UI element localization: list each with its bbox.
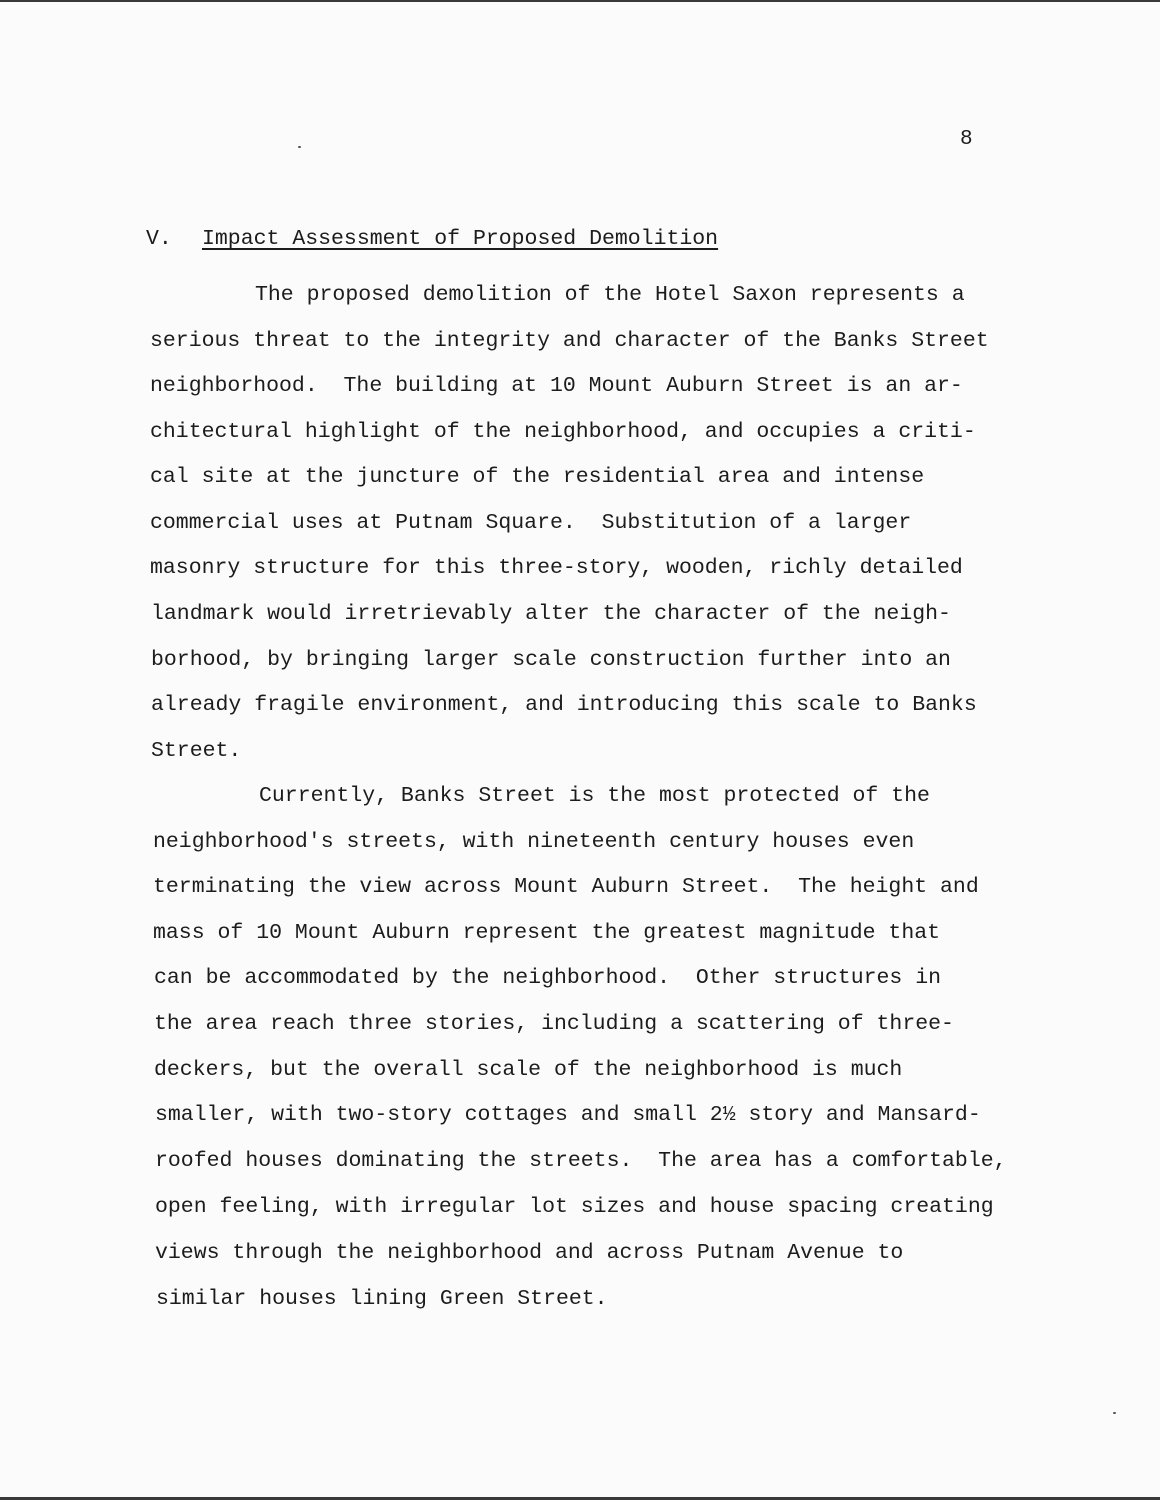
scan-speck bbox=[1113, 1412, 1116, 1414]
paragraph-2-line-2: neighborhood's streets, with nineteenth century houses even bbox=[153, 830, 915, 854]
scan-top-edge bbox=[0, 0, 1160, 2]
paragraph-2-line-9: roofed houses dominating the streets. The area has a comfortable, bbox=[155, 1149, 1007, 1173]
section-title: Impact Assessment of Proposed Demolition bbox=[202, 227, 719, 251]
paragraph-1-line-11: Street. bbox=[151, 739, 242, 763]
paragraph-1-line-10: already fragile environment, and introducing this scale to Banks bbox=[151, 693, 977, 717]
paragraph-1-line-2: serious threat to the integrity and character of the Banks Street bbox=[150, 329, 989, 353]
page-number: 8 bbox=[960, 128, 973, 151]
paragraph-2-line-5: can be accommodated by the neighborhood. Other structures in bbox=[154, 966, 942, 990]
paragraph-1-line-8: landmark would irretrievably alter the character of the neigh- bbox=[151, 602, 951, 626]
paragraph-2-line-11: views through the neighborhood and across Putnam Avenue to bbox=[155, 1241, 904, 1265]
section-heading bbox=[146, 227, 718, 251]
paragraph-1-line-9: borhood, by bringing larger scale construction further into an bbox=[151, 648, 951, 672]
paragraph-2-line-6: the area reach three stories, including a scattering of three- bbox=[154, 1012, 954, 1036]
paragraph-1-line-1: The proposed demolition of the Hotel Saxon represents a bbox=[255, 283, 965, 307]
paragraph-2-line-8: smaller, with two-story cottages and small 2½ story and Mansard- bbox=[155, 1103, 981, 1127]
paragraph-2-line-7: deckers, but the overall scale of the neighborhood is much bbox=[154, 1058, 903, 1082]
paragraph-2-line-4: mass of 10 Mount Auburn represent the greatest magnitude that bbox=[153, 921, 941, 945]
paragraph-1-line-6: commercial uses at Putnam Square. Substitution of a larger bbox=[150, 511, 912, 535]
paragraph-1-line-4: chitectural highlight of the neighborhood, and occupies a criti- bbox=[150, 420, 976, 444]
paragraph-2-line-3: terminating the view across Mount Auburn Street. The height and bbox=[153, 875, 979, 899]
paragraph-1-line-3: neighborhood. The building at 10 Mount Auburn Street is an ar- bbox=[150, 374, 963, 398]
paragraph-2-line-12: similar houses lining Green Street. bbox=[156, 1287, 608, 1311]
paragraph-1-line-5: cal site at the juncture of the residential area and intense bbox=[150, 465, 925, 489]
paragraph-1-line-7: masonry structure for this three-story, wooden, richly detailed bbox=[150, 556, 963, 580]
paragraph-2-line-1: Currently, Banks Street is the most protected of the bbox=[259, 784, 930, 808]
scan-speck bbox=[298, 146, 301, 148]
section-numeral: V. bbox=[146, 227, 172, 251]
paragraph-2-line-10: open feeling, with irregular lot sizes and house spacing creating bbox=[155, 1195, 994, 1219]
